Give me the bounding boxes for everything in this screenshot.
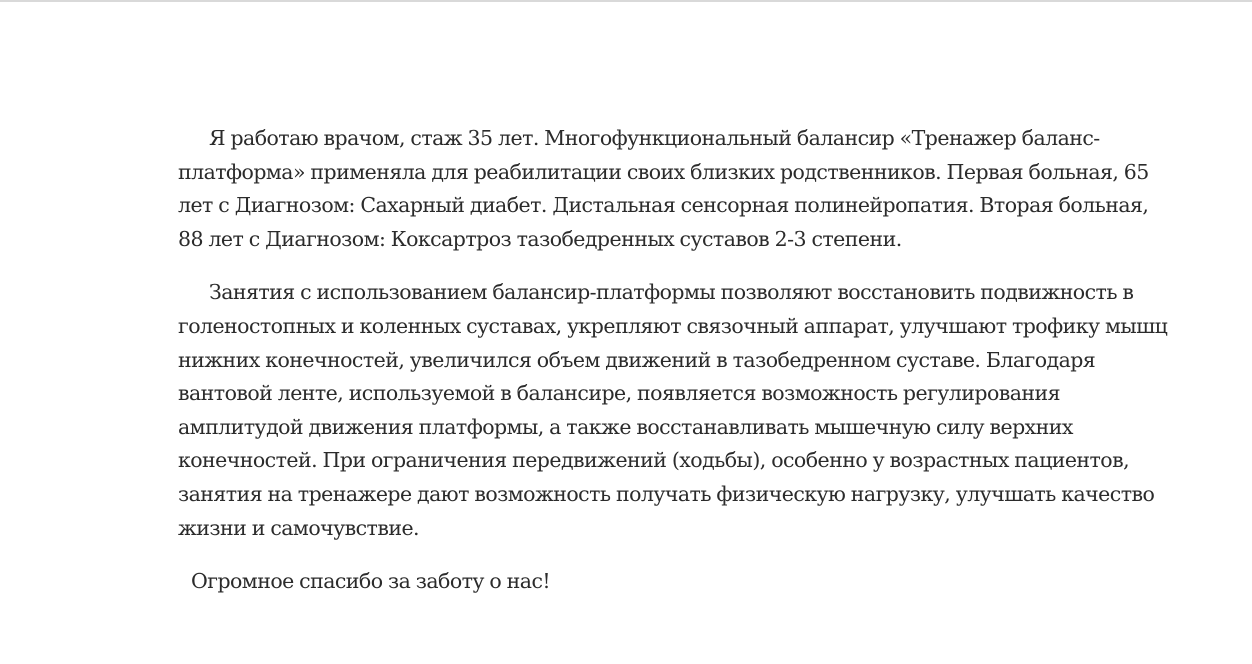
paragraph-2: Занятия с использованием балансир-платформы позволяют восстановить подвижность в голеностопных и коленных суставах, укрепляют связочный аппарат, улучшают трофику мышц нижних конечностей, увеличился объем движений в тазобедренном суставе. Благодаря вантовой ленте, используемой в балансире, появляется возможность регулирования амплитудой движения платформы, а также восстанавливать мышечную силу верхних конечностей. При ограничения передвижений (ходьбы), особенно у возрастных пациентов, занятия на тренажере дают возможность получать физическую нагрузку, улучшать качество жизни и самочувствие. bbox=[178, 280, 1168, 540]
document-body bbox=[178, 122, 1168, 599]
closing-line: Огромное спасибо за заботу о нас! bbox=[191, 569, 551, 594]
top-divider bbox=[0, 0, 1252, 2]
paragraph-1: Я работаю врачом, стаж 35 лет. Многофункциональный балансир «Тренажер баланс-платформа» применяла для реабилитации своих близких родственников. Первая больная, 65 лет с Диагнозом: Сахарный диабет. Дистальная сенсорная полинейропатия. Вторая больная, 88 лет с Диагнозом: Коксартроз тазобедренных суставов 2-3 степени. bbox=[178, 126, 1149, 251]
